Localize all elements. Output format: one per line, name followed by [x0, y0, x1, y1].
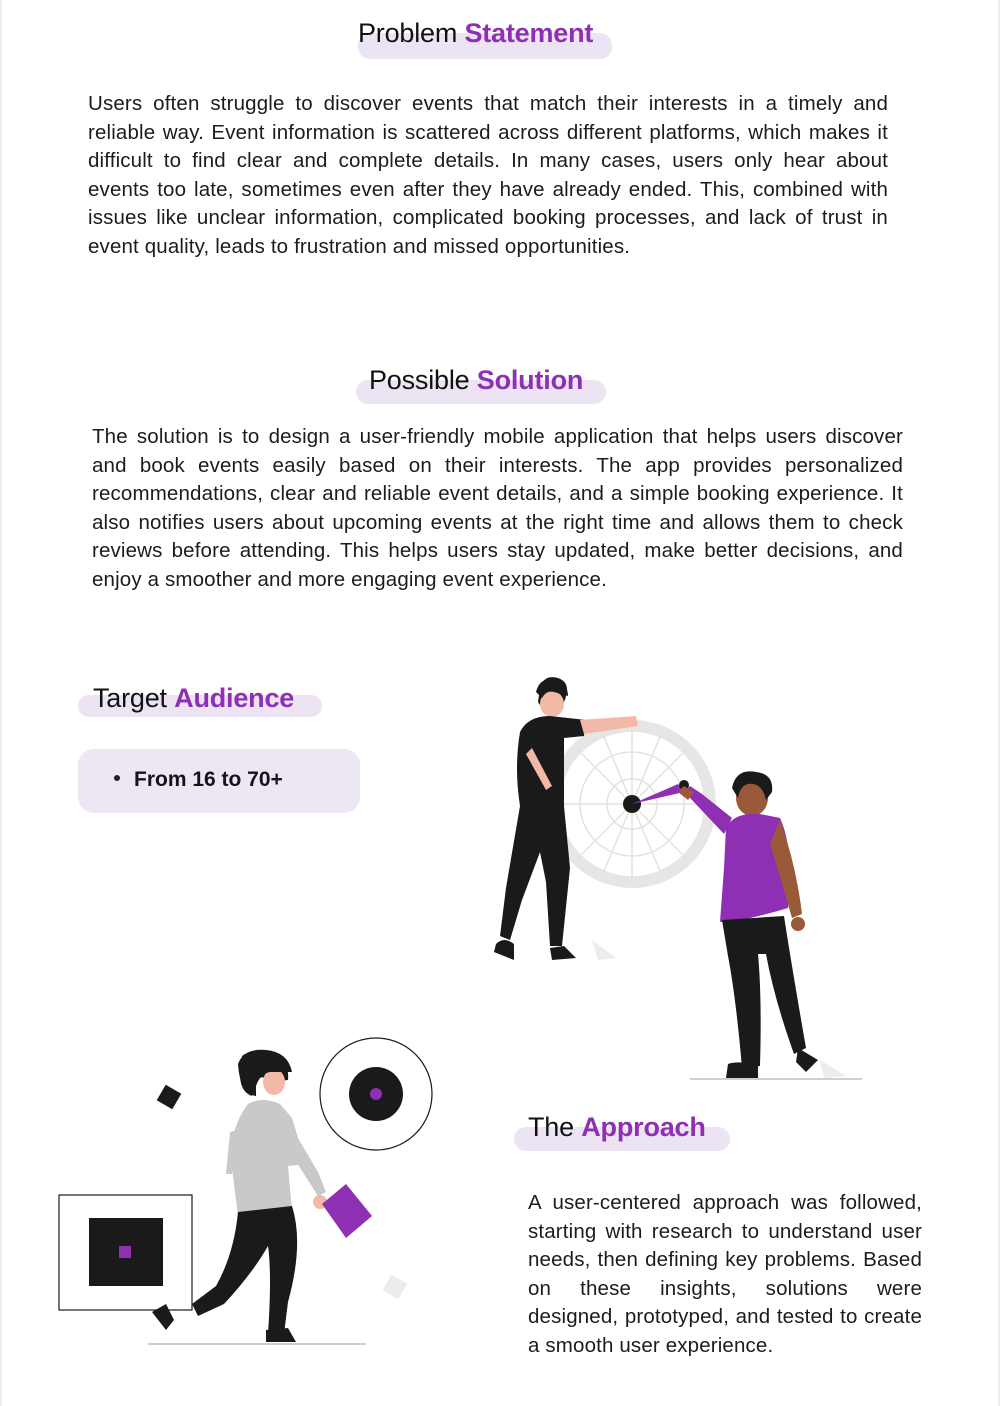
audience-list-item — [114, 768, 283, 792]
heading-plain: The — [528, 1112, 574, 1142]
heading-plain: Problem — [358, 18, 458, 48]
heading-plain: Target — [93, 683, 167, 713]
approach-paragraph: A user-centered approach was followed, starting with research to understand user needs, then defining key problems. Based on these insights, solutions were designed, prototyped, and tested to create a smooth user experience. — [528, 1191, 922, 1357]
solution-paragraph: The solution is to design a user-friendly mobile application that helps users discover and book events easily based on their interests. The app provides personalized recommendations, clear and reliable event details, and a simple booking experience. It also notifies users about upcoming events at the right time and allows them to check reviews before attending. This helps users stay updated, make better decisions, and enjoy a smoother and more engaging event experience. — [92, 425, 903, 591]
bullet-icon — [114, 775, 120, 781]
audience-item-label: From 16 to 70+ — [134, 768, 283, 791]
solution-heading — [369, 365, 583, 396]
people-with-wheel-illustration — [480, 668, 870, 1088]
heading-accent: Audience — [174, 683, 295, 713]
heading-plain: Possible — [369, 365, 470, 395]
woman-with-shapes-illustration — [56, 1034, 446, 1354]
approach-heading — [528, 1112, 706, 1143]
problem-heading — [358, 18, 593, 49]
problem-paragraph: Users often struggle to discover events that match their interests in a timely and reliable way. Event information is scattered across different platforms, which makes it difficult to find clear and complete details. In many cases, users only hear about events too late, sometimes even after they have already ended. This, combined with issues like unclear information, complicated booking processes, and lack of trust in event quality, leads to frustration and missed opportunities. — [88, 92, 888, 258]
audience-heading — [93, 683, 294, 714]
heading-accent: Approach — [581, 1112, 706, 1142]
heading-accent: Solution — [476, 365, 584, 395]
heading-accent: Statement — [464, 18, 594, 48]
page-edge-left — [0, 0, 2, 1406]
